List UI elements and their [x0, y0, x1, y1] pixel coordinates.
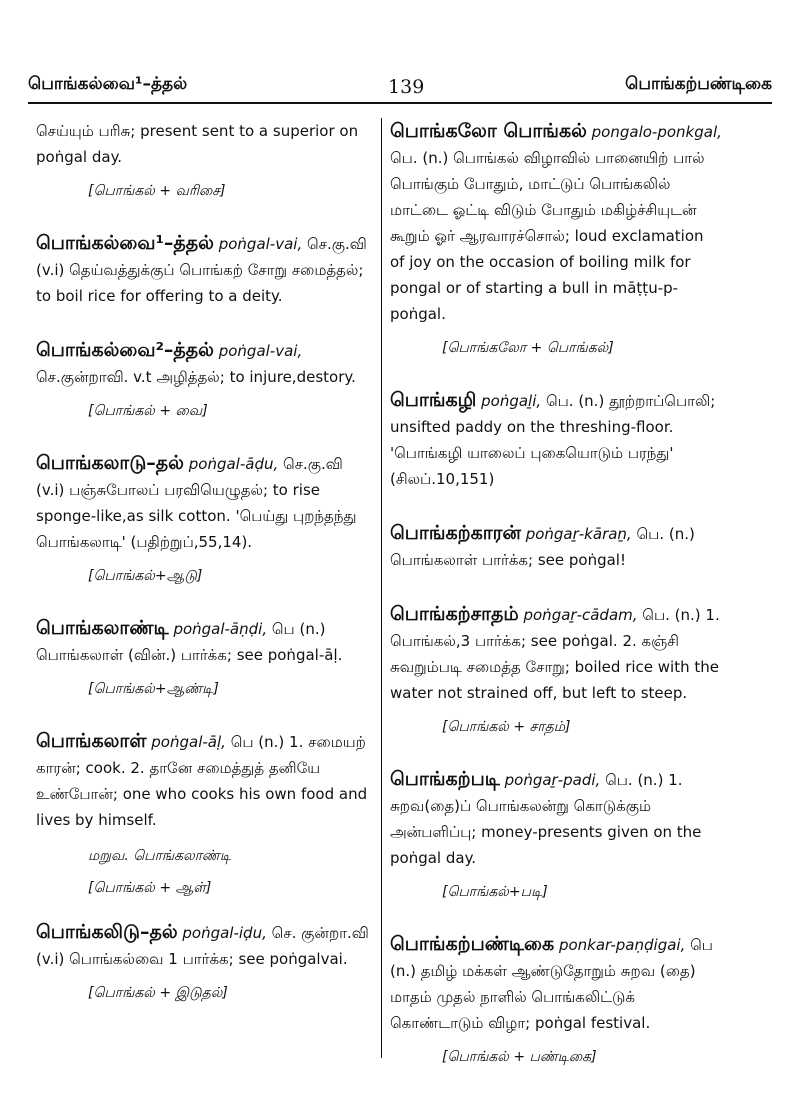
continued-entry-text: செய்யும் பரிசு; present sent to a superior on poṅgal day.	[36, 122, 359, 166]
page-number: 139	[388, 76, 425, 98]
dictionary-entry	[36, 615, 370, 668]
entry-transliteration: poṅgaṟ-padi,	[504, 771, 601, 789]
entry-headword: பொங்கலோ பொங்கல்	[390, 120, 587, 142]
dictionary-entry	[390, 387, 722, 492]
entry-etymology: [பொங்கல் + சாதம்]	[442, 719, 571, 735]
dictionary-entry	[390, 601, 722, 706]
entry-definition: பெ. (n.) பொங்கலாள் பார்க்க; see poṅgal!	[390, 525, 695, 569]
dictionary-entry	[390, 118, 722, 327]
entry-definition: செ. குன்றா.வி (v.i) பொங்கல்வை 1 பார்க்க; see poṅgalvai.	[36, 924, 369, 968]
entry-etymology: [பொங்கலோ + பொங்கல்]	[442, 340, 614, 356]
entry-transliteration: ponkar-paṇḍigai,	[558, 936, 686, 954]
entry-headword: பொங்கலாண்டி	[36, 617, 169, 639]
entry-definition: செ.கு.வி (v.i) பஞ்சுபோலப் பரவியெழுதல்; to rise sponge-like,as silk cotton. 'பெய்து புறந்தந்து பொங்கலாடி' (பதிற்றுப்,55,14).	[36, 455, 357, 551]
entry-headword: பொங்கற்பண்டிகை	[390, 933, 555, 955]
entry-headword: பொங்கழி	[390, 389, 477, 411]
entry-etymology: [பொங்கல் + ஆள்]	[88, 880, 212, 896]
entry-headword: பொங்கலிடு–தல்	[36, 921, 178, 943]
entry-headword: பொங்கற்காரன்	[390, 522, 521, 544]
dictionary-entry	[36, 230, 370, 309]
dictionary-entry	[36, 728, 370, 833]
entry-transliteration: poṅgal-āḍu,	[188, 455, 279, 473]
entry-definition: பெ (n.) பொங்கலாள் (வின்.) பார்க்க; see poṅgal-āḷ.	[36, 620, 343, 664]
entry-etymology: [பொங்கல் + இடுதல்]	[88, 985, 228, 1001]
dictionary-entry	[36, 337, 370, 390]
entry-transliteration: poṅgaṟ-cādam,	[523, 606, 638, 624]
dictionary-entry	[36, 919, 370, 972]
entry-transliteration: poṅgal-vai,	[218, 342, 303, 360]
entry-definition: பெ (n.) 1. சமையற் காரன்; cook. 2. தானே சமைத்துத் தனியே உண்போன்; one who cooks his own food and lives by himself.	[36, 733, 368, 829]
column-divider	[381, 118, 382, 1058]
entry-headword: பொங்கலாள்	[36, 730, 147, 752]
entry-variant-note: மறுவ. பொங்கலாண்டி	[88, 848, 232, 864]
entry-transliteration: poṅgal-āṇḍi,	[173, 620, 268, 638]
entry-transliteration: poṅgal-iḍu,	[182, 924, 267, 942]
entry-etymology: [பொங்கல் + வை]	[88, 403, 208, 419]
entry-etymology: [பொங்கல்+படி]	[442, 884, 548, 900]
entry-transliteration: poṅgal-vai,	[218, 235, 303, 253]
entry-transliteration: pongalo-ponkgal,	[591, 123, 722, 141]
entry-headword: பொங்கற்படி	[390, 768, 500, 790]
dictionary-entry	[390, 520, 722, 573]
entry-definition: பெ. (n.) 1. சுறவ(தை)ப் பொங்கலன்று கொடுக்கும் அன்பளிப்பு; money-presents given on the poṅgal day.	[390, 771, 702, 867]
entry-definition: செ.குன்றாவி. v.t அழித்தல்; to injure,destory.	[36, 368, 356, 386]
entry-definition: பெ. (n.) தூற்றாப்பொலி; unsifted paddy on the threshing-floor. 'பொங்கழி யாலைப் புகையொடும் பரந்து' (சிலப்.10,151)	[390, 392, 716, 488]
entry-definition: செ.கு.வி (v.i) தெய்வத்துக்குப் பொங்கற் சோறு சமைத்தல்; to boil rice for offering to a deity.	[36, 235, 367, 305]
dictionary-entry	[36, 450, 370, 555]
dictionary-entry	[390, 766, 722, 871]
entry-transliteration: poṅgaḻi,	[481, 392, 542, 410]
entry-definition: பெ (n.) தமிழ் மக்கள் ஆண்டுதோறும் சுறவ (தை) மாதம் முதல் நாளில் பொங்கலிட்டுக் கொண்டாடும் விழா; poṅgal festival.	[390, 936, 713, 1032]
entry-definition: பெ. (n.) 1. பொங்கல்,3 பார்க்க; see poṅgal. 2. கஞ்சி சுவறும்படி சமைத்த சோறு; boiled rice with the water not strained off, but left to steep.	[390, 606, 720, 702]
header-last-headword: பொங்கற்பண்டிகை	[625, 74, 772, 94]
right-column	[390, 118, 722, 1068]
entry-headword: பொங்கலாடு–தல்	[36, 452, 184, 474]
entry-etymology: [பொங்கல்+ஆடு]	[88, 568, 203, 584]
running-header	[28, 68, 772, 104]
entry-etymology: [பொங்கல் + பண்டிகை]	[442, 1049, 597, 1065]
entry-definition: பெ. (n.) பொங்கல் விழாவில் பானையிற் பால் பொங்கும் போதும், மாட்டுப் பொங்கலில் மாட்டை ஓட்டி விடும் போதும் மகிழ்ச்சியுடன் கூறும் ஓர் ஆரவாரச்சொல்; loud exclamation of joy on the occasion of boiling milk for pongal or of starting a bull in māṭṭu-p-poṅgal.	[390, 149, 705, 323]
entry-headword: பொங்கற்சாதம்	[390, 603, 519, 625]
continued-entry-etymology: [பொங்கல் + வரிசை]	[88, 183, 226, 199]
entry-headword: பொங்கல்வை¹–த்தல்	[36, 232, 214, 254]
entry-transliteration: poṅgaṟ-kāraṉ,	[525, 525, 632, 543]
entry-etymology: [பொங்கல்+ஆண்டி]	[88, 681, 219, 697]
dictionary-entry	[390, 931, 722, 1036]
entry-headword: பொங்கல்வை²–த்தல்	[36, 339, 214, 361]
left-column	[36, 118, 370, 1004]
entry-transliteration: poṅgal-āḷ,	[151, 733, 226, 751]
header-first-headword: பொங்கல்வை¹–த்தல்	[28, 74, 188, 94]
